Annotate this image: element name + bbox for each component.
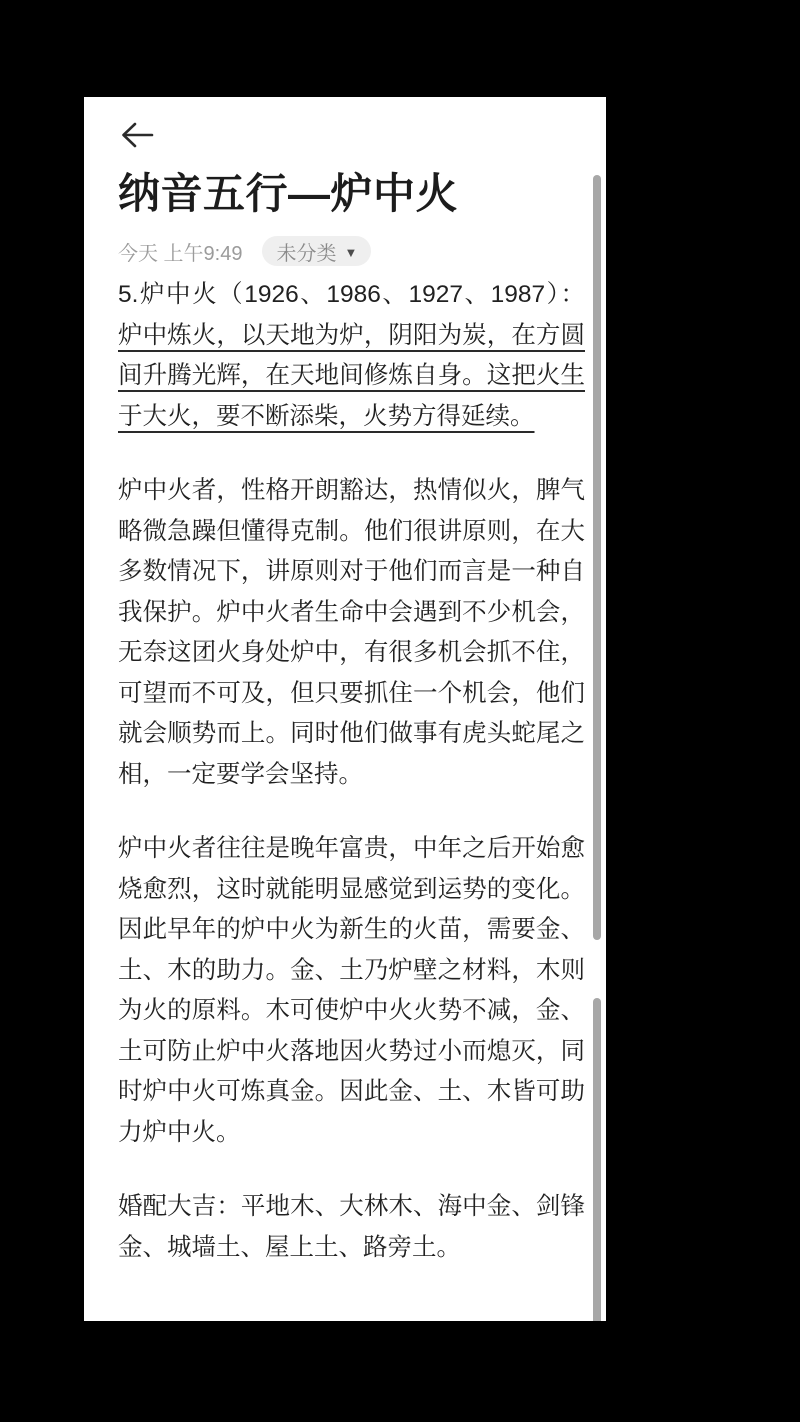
note-body: [118, 275, 585, 1268]
back-arrow-icon: [118, 119, 156, 154]
category-chip[interactable]: [262, 236, 371, 266]
note-timestamp: 今天 上午9:49: [118, 242, 243, 265]
note-paragraph: 炉中火者，性格开朗豁达，热情似火，脾气略微急躁但懂得克制。他们很讲原则，在大多数情况下，讲原则对于他们而言是一种自我保护。炉中火者生命中会遇到不少机会，无奈这团火身处炉中，有很多机会抓不住，可望而不可及，但只要抓住一个机会，他们就会顺势而上。同时他们做事有虎头蛇尾之相，一定要学会坚持。: [118, 477, 585, 788]
scrollbar-thumb-upper[interactable]: [593, 175, 601, 940]
paragraph-lead-text: 5.炉中火（1926、1986、1927、1987）：: [118, 281, 585, 308]
paragraph-underlined-text: 炉中炼火，以天地为炉，阴阳为炭，在方圆间升腾光辉，在天地间修炼自身。这把火生于大火，要不断添柴，火势方得延续。: [118, 321, 585, 430]
scrollbar-thumb-lower[interactable]: [593, 998, 601, 1321]
note-paragraph: [118, 275, 585, 437]
note-paragraph: 婚配大吉：平地木、大林木、海中金、剑锋金、城墙土、屋上土、路旁土。: [118, 1193, 585, 1261]
back-button[interactable]: [114, 115, 160, 157]
note-paragraph: 炉中火者往往是晚年富贵，中年之后开始愈烧愈烈，这时就能明显感觉到运势的变化。因此早年的炉中火为新生的火苗，需要金、土、木的助力。金、土乃炉壁之材料，木则为火的原料。木可使炉中火火势不减，金、土可防止炉中火落地因火势过小而熄灭，同时炉中火可炼真金。因此金、土、木皆可助力炉中火。: [118, 835, 585, 1146]
note-card: [84, 97, 606, 1321]
note-title: 纳音五行—炉中火: [118, 170, 459, 217]
note-meta-row: [118, 236, 606, 266]
chevron-down-icon: ▼: [344, 244, 358, 260]
category-label: 未分类: [276, 242, 337, 265]
